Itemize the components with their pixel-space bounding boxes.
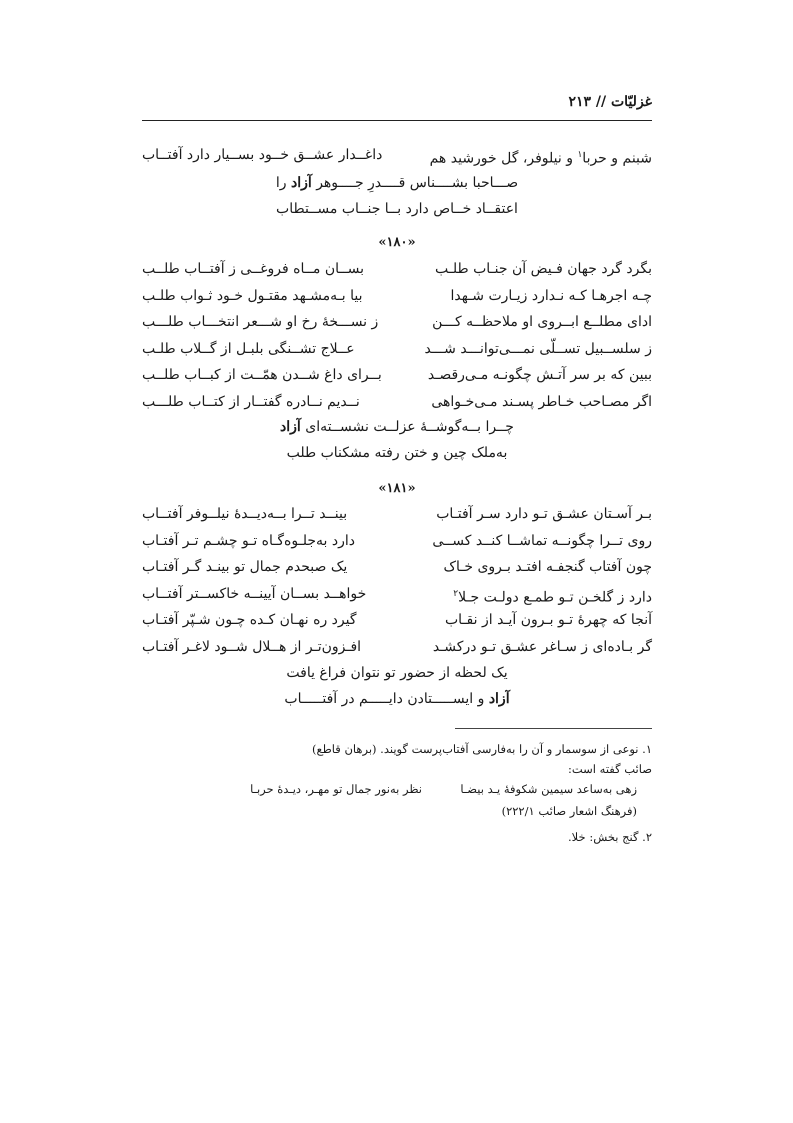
hemistich-first: بـر آسـتان عشـق تـو دارد سـر آفتـاب	[436, 506, 652, 522]
hemistich-first: ز سلســبیل تســلّی نمـــی‌توانـــد شـــد	[424, 340, 652, 357]
footnote-1: ۱. نوعی از سوسمار و آن را به‌فارسی آفتاب‌پرست گویند. (برهان قاطع)	[312, 742, 652, 756]
hemistich-first: آنجا که چهرهٔ تـو بـرون آیـد از نقـاب	[445, 612, 652, 628]
running-head: غزلیّات // ۲۱۳	[568, 94, 652, 110]
poem-number: «۱۸۱»	[378, 481, 416, 496]
poem-number: «۱۸۰»	[378, 235, 416, 250]
intro-closing-line-1: صـــاحبا بشــــناس قــــدرِ جــــوهر آزاد را	[275, 175, 519, 191]
hemistich-second: بــرای داغ شــدن همّــت از کبــاب طلــب	[142, 367, 382, 383]
poem-181-closing-1: یک لحظه از حضور تو نتوان فراغ یافت	[286, 665, 508, 681]
footnote-1-sub: صائب گفته است:	[568, 762, 652, 776]
hemistich-first: گر بـاده‌ای ز سـاغر عشـق تـو درکشـد	[432, 638, 652, 655]
poem-181-closing-2: آزاد و ایســـــتادن دایـــــم در آفتـــــاب	[284, 691, 510, 707]
couplet	[142, 285, 652, 307]
couplet	[142, 391, 652, 413]
footnote-marker: ۲	[453, 588, 459, 599]
hemistich-second: دارد به‌جلـوه‌گـاه تـو چشـم تـر آفتـاب	[142, 532, 355, 549]
intro-couplet	[142, 144, 652, 166]
hemistich-second: نظر به‌نور جمال تو مهـر، دیـدهٔ حربـا	[250, 782, 422, 796]
hemistich-first: زهی به‌ساعد سیمین شکوفهٔ یـد بیضـا	[460, 782, 637, 796]
couplet	[142, 364, 652, 386]
pen-name: آزاد	[280, 419, 301, 435]
footnote-rule	[455, 728, 652, 729]
hemistich-second: بیا بـه‌مشـهد مقتـول خـود ثـواب طلـب	[142, 287, 363, 304]
footnote-2: ۲. گنج بخش: خلا.	[568, 830, 652, 844]
hemistich-second: گیرد ره نهـان کـده چـون شـپّر آفتـاب	[142, 612, 357, 628]
hemistich-first: بگرد گرد جهان فـیض آن جنـاب طلـب	[435, 261, 652, 277]
hemistich-first: شبنم و حربا$^۱$ و نیلوفر، گل خورشید هم	[429, 150, 652, 167]
header-rule	[142, 120, 652, 121]
hemistich-first: چون آفتاب گنجفـه افتـد بـروی خـاک	[443, 559, 652, 575]
poem-180-closing-1: چــرا بــه‌گوشــهٔ عزلــت نشســته‌ای آزاد	[280, 419, 514, 435]
hemistich-first: ببین که بر سر آتـش چگونـه مـی‌رقصـد	[427, 367, 652, 383]
footnote-1-source: (فرهنگ اشعار صائب ۲۲۲/۱)	[501, 804, 637, 818]
intro-closing-line-2: اعتقــاد خــاص دارد بــا جنــاب مســتطاب	[276, 201, 518, 217]
hemistich-second: ز نســـخهٔ رخ او شـــعر انتخـــاب طلـــب	[142, 314, 379, 330]
poem-180-closing-2: به‌ملک چین و ختن رفته مشکناب طلب	[286, 445, 508, 461]
hemistich-first: ادای مطلــع ابــروی او ملاحظــه کـــن	[432, 314, 652, 330]
hemistich-second: داغــدار عشــق خــود بســیار دارد آفتــاب	[142, 147, 383, 163]
couplet	[142, 609, 652, 631]
hemistich-second: بســان مــاه فروغــی ز آفتــاب طلــب	[142, 261, 365, 277]
couplet	[142, 503, 652, 525]
hemistich-second: یک صبحدم جمال تو بینـد گـر آفتـاب	[142, 559, 348, 575]
couplet	[142, 583, 652, 605]
footnote-1-couplet	[142, 780, 652, 798]
couplet	[142, 311, 652, 333]
couplet	[142, 258, 652, 280]
hemistich-first: روی تــرا چگونــه تماشــا کنــد کســی	[432, 532, 652, 549]
hemistich-first: چـه اجرهـا کـه نـدارد زیـارت شـهدا	[450, 287, 652, 304]
pen-name: آزاد	[488, 691, 510, 707]
hemistich-first: اگر مصـاحب خـاطر پسـند مـی‌خـواهی	[431, 393, 652, 410]
pen-name: آزاد	[290, 175, 312, 191]
hemistich-second: خواهــد بســان آیینــه خاکســتر آفتــاب	[142, 585, 367, 602]
couplet	[142, 530, 652, 552]
hemistich-second: بینــد تــرا بــه‌دیــدهٔ نیلــوفر آفتــاب	[142, 506, 348, 522]
couplet	[142, 556, 652, 578]
footnote-marker: ۱	[577, 150, 583, 160]
couplet	[142, 636, 652, 658]
couplet	[142, 338, 652, 360]
hemistich-first: دارد ز گلخـن تـو طمـع دولـت جـلا$^۲$	[453, 588, 652, 606]
hemistich-second: عــلاج تشــنگی بلبـل از گــلاب طلـب	[142, 340, 355, 357]
hemistich-second: افـزون‌تـر از هــلال شــود لاغـر آفتـاب	[142, 638, 362, 655]
hemistich-second: نــدیم نــادره گفتــار از کتــاب طلـــب	[142, 393, 360, 410]
